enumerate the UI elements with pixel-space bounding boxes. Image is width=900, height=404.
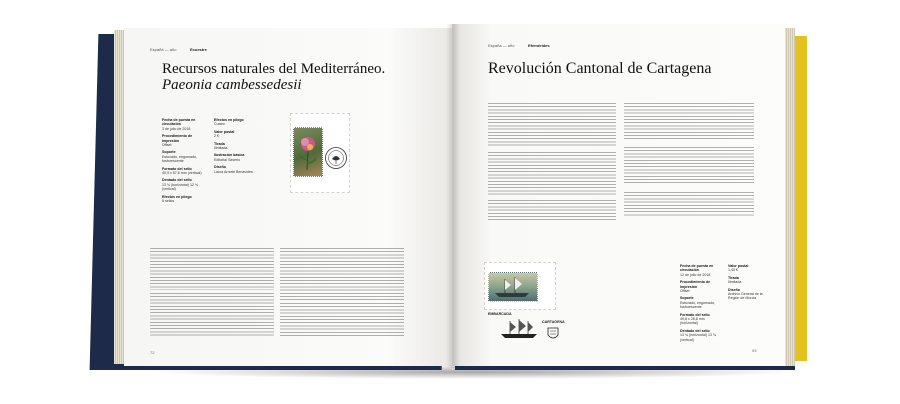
meta-item: Efectos en pliego 6 sellos bbox=[162, 194, 192, 204]
meta-item: Ilustración básica Editorial Saverio bbox=[214, 153, 245, 162]
meta-item: Diseño Archivo General de la Región de Murcia bbox=[728, 287, 763, 301]
right-meta-col-1 bbox=[680, 264, 720, 342]
meta-item: Valor postal 2 € bbox=[214, 129, 235, 139]
right-title: Revolución Cantonal de Cartagena bbox=[488, 60, 712, 77]
meta-item: Dentado del sello 13 ¾ (horizontal) 12 ¾ (vertical) bbox=[162, 178, 198, 192]
cartagena-crest-icon bbox=[546, 326, 560, 342]
right-body-text-2 bbox=[488, 152, 616, 196]
left-title: Recursos naturales del Mediterráneo. bbox=[162, 61, 386, 77]
right-body-text-3 bbox=[488, 200, 616, 222]
meta-item: Valor postal 1,45 € bbox=[728, 264, 749, 273]
left-page-number: 72 bbox=[150, 350, 155, 355]
postmark-icon bbox=[324, 146, 348, 170]
meta-item: Tirada Ilimitada bbox=[214, 141, 228, 151]
left-title-species: Paeonia cambessedesii bbox=[162, 77, 302, 93]
meta-item: Formato del sello 49,8 x 28,8 mm (horizontal) bbox=[680, 312, 710, 326]
peony-flower-icon bbox=[294, 128, 321, 175]
meta-item: Fecha de puesta en circulación 12 de julio de 2018 bbox=[680, 264, 714, 277]
logo-caption-1: EMBARCADA bbox=[488, 312, 512, 316]
book-gutter bbox=[446, 24, 460, 368]
meta-item: Soporte Estucado, engomado, fosforescente bbox=[162, 150, 197, 164]
logo-caption-2: CARTAGENA bbox=[542, 320, 565, 324]
left-meta-col-2 bbox=[214, 118, 254, 174]
meta-item: Fecha de puesta en circulación 3 de julio de 2018 bbox=[162, 118, 196, 131]
ship-icon bbox=[489, 273, 536, 300]
right-body-text-4 bbox=[624, 103, 754, 141]
right-body-text-1 bbox=[488, 103, 616, 147]
left-body-text-4 bbox=[280, 303, 404, 337]
left-meta-col-1 bbox=[162, 118, 202, 204]
peony-stamp-image bbox=[293, 127, 323, 177]
sailing-ship-logo-icon bbox=[498, 318, 540, 340]
meta-item: Efectos en pliego Cuatro bbox=[214, 118, 244, 127]
left-header-country: Ecuestre bbox=[190, 47, 207, 52]
right-meta-col-2 bbox=[728, 264, 768, 301]
meta-item: Procedimiento de impresión Offset bbox=[680, 280, 711, 294]
meta-item: Dentado del sello 13 ¾ (horizontal) 13 ¾ (vertical) bbox=[680, 328, 716, 342]
meta-item: Diseño Laura Arrarte Benavides bbox=[214, 165, 253, 174]
right-header-section: España — año bbox=[488, 43, 515, 48]
meta-item: Formato del sello 40,9 x 57,6 mm (vertical) bbox=[162, 166, 202, 176]
meta-item: Tirada Ilimitada bbox=[728, 275, 742, 285]
right-body-text-6 bbox=[624, 192, 754, 216]
left-body-text-2 bbox=[150, 293, 274, 337]
left-body-text-1 bbox=[150, 248, 274, 290]
cartagena-stamp-image bbox=[488, 272, 538, 302]
right-page-number: 93 bbox=[752, 348, 757, 353]
right-header-country: Efemérides bbox=[528, 43, 550, 48]
right-body-text-5 bbox=[624, 147, 754, 183]
left-body-text-3 bbox=[280, 248, 404, 300]
left-header-section: España — año bbox=[150, 47, 177, 52]
meta-item: Procedimiento de impresión Offset bbox=[162, 134, 193, 148]
book-cover-yellow-edge bbox=[795, 36, 807, 361]
meta-item: Soporte Estucado, engomado, fosforescente bbox=[680, 296, 715, 310]
